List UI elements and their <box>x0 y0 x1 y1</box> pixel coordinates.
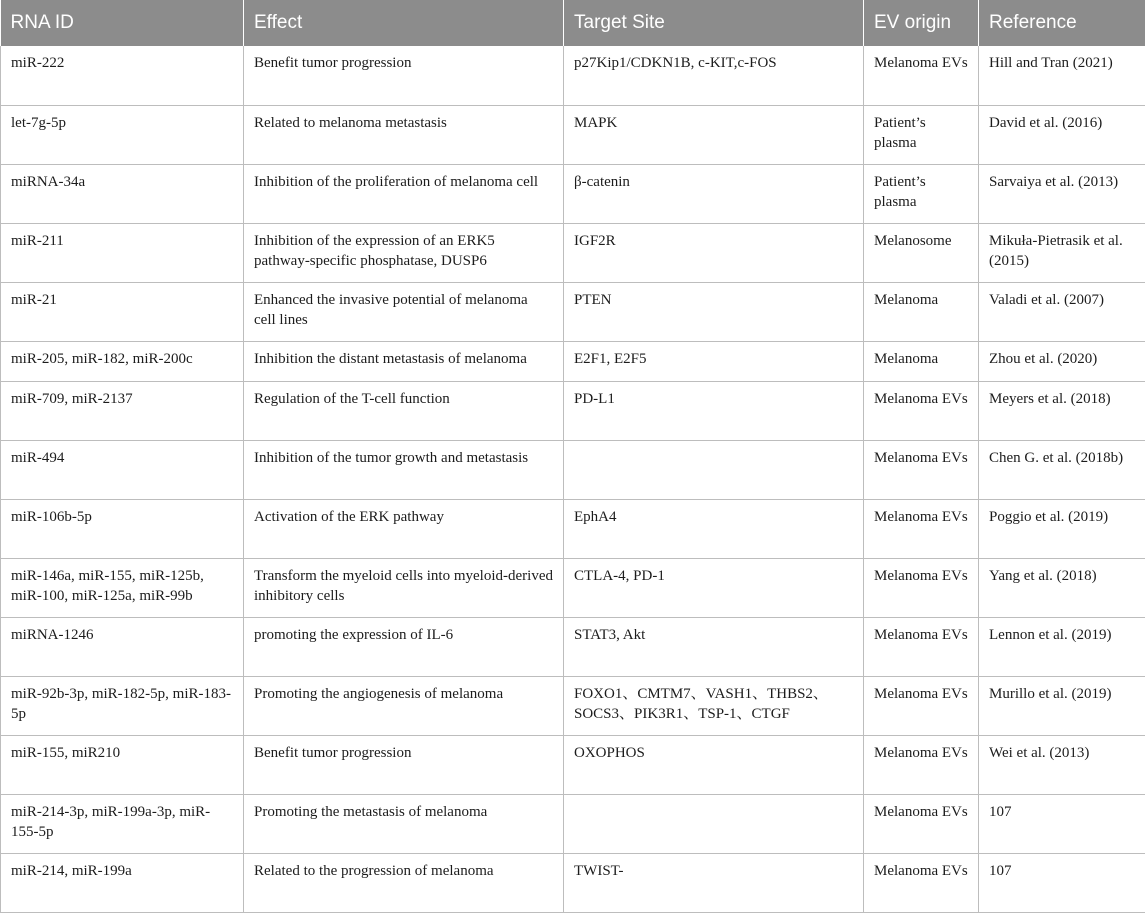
cell-ev-origin: Melanoma EVs <box>864 735 979 794</box>
table-row <box>1 440 1145 499</box>
cell-rna-id: miR-494 <box>1 440 244 499</box>
table-row <box>1 381 1145 440</box>
cell-effect: Related to melanoma metastasis <box>244 105 564 164</box>
table-row <box>1 105 1145 164</box>
cell-rna-id: miRNA-1246 <box>1 617 244 676</box>
cell-effect: Inhibition of the expression of an ERK5 pathway-specific phosphatase, DUSP6 <box>244 223 564 282</box>
cell-reference: Sarvaiya et al. (2013) <box>979 164 1145 223</box>
cell-effect: Benefit tumor progression <box>244 46 564 105</box>
cell-ev-origin: Melanoma EVs <box>864 794 979 853</box>
cell-effect: Benefit tumor progression <box>244 735 564 794</box>
table-row <box>1 558 1145 617</box>
cell-effect: Transform the myeloid cells into myeloid-derived inhibitory cells <box>244 558 564 617</box>
header-rna-id: RNA ID <box>1 0 244 46</box>
cell-ev-origin: Patient’s plasma <box>864 164 979 223</box>
cell-reference: Poggio et al. (2019) <box>979 499 1145 558</box>
cell-target-site: PD-L1 <box>564 381 864 440</box>
cell-effect: Activation of the ERK pathway <box>244 499 564 558</box>
header-row <box>1 0 1145 46</box>
cell-target-site <box>564 794 864 853</box>
cell-rna-id: miR-92b-3p, miR-182-5p, miR-183-5p <box>1 676 244 735</box>
cell-reference: David et al. (2016) <box>979 105 1145 164</box>
header-effect: Effect <box>244 0 564 46</box>
table-row <box>1 341 1145 381</box>
cell-ev-origin: Melanosome <box>864 223 979 282</box>
table-row <box>1 676 1145 735</box>
header-target-site: Target Site <box>564 0 864 46</box>
header-ev-origin: EV origin <box>864 0 979 46</box>
cell-reference: Valadi et al. (2007) <box>979 282 1145 341</box>
cell-target-site: OXOPHOS <box>564 735 864 794</box>
cell-rna-id: miR-155, miR210 <box>1 735 244 794</box>
cell-target-site: MAPK <box>564 105 864 164</box>
cell-target-site: β-catenin <box>564 164 864 223</box>
cell-rna-id: miRNA-34a <box>1 164 244 223</box>
cell-reference: Murillo et al. (2019) <box>979 676 1145 735</box>
cell-ev-origin: Melanoma EVs <box>864 440 979 499</box>
cell-effect: Enhanced the invasive potential of melanoma cell lines <box>244 282 564 341</box>
cell-target-site: EphA4 <box>564 499 864 558</box>
cell-reference: 107 <box>979 794 1145 853</box>
cell-rna-id: miR-211 <box>1 223 244 282</box>
table-row <box>1 164 1145 223</box>
cell-effect: Related to the progression of melanoma <box>244 853 564 912</box>
cell-ev-origin: Melanoma EVs <box>864 676 979 735</box>
cell-target-site: STAT3, Akt <box>564 617 864 676</box>
cell-target-site <box>564 440 864 499</box>
cell-effect: Inhibition of the tumor growth and metastasis <box>244 440 564 499</box>
cell-reference: Meyers et al. (2018) <box>979 381 1145 440</box>
cell-ev-origin: Melanoma EVs <box>864 46 979 105</box>
cell-rna-id: miR-146a, miR-155, miR-125b, miR-100, miR-125a, miR-99b <box>1 558 244 617</box>
table-body <box>1 46 1145 912</box>
cell-target-site: TWIST- <box>564 853 864 912</box>
cell-rna-id: miR-21 <box>1 282 244 341</box>
cell-effect: Inhibition the distant metastasis of melanoma <box>244 341 564 381</box>
cell-reference: Wei et al. (2013) <box>979 735 1145 794</box>
cell-reference: Chen G. et al. (2018b) <box>979 440 1145 499</box>
cell-effect: Regulation of the T-cell function <box>244 381 564 440</box>
cell-target-site: p27Kip1/CDKN1B, c-KIT,c-FOS <box>564 46 864 105</box>
cell-ev-origin: Melanoma <box>864 341 979 381</box>
table-row <box>1 794 1145 853</box>
cell-rna-id: miR-214-3p, miR-199a-3p, miR-155-5p <box>1 794 244 853</box>
cell-ev-origin: Melanoma EVs <box>864 853 979 912</box>
cell-reference: 107 <box>979 853 1145 912</box>
cell-effect: Promoting the metastasis of melanoma <box>244 794 564 853</box>
cell-effect: Promoting the angiogenesis of melanoma <box>244 676 564 735</box>
cell-ev-origin: Melanoma EVs <box>864 381 979 440</box>
cell-rna-id: let-7g-5p <box>1 105 244 164</box>
table-row <box>1 617 1145 676</box>
cell-ev-origin: Patient’s plasma <box>864 105 979 164</box>
table-row <box>1 282 1145 341</box>
cell-target-site: CTLA-4, PD-1 <box>564 558 864 617</box>
cell-ev-origin: Melanoma EVs <box>864 558 979 617</box>
cell-rna-id: miR-709, miR-2137 <box>1 381 244 440</box>
cell-target-site: IGF2R <box>564 223 864 282</box>
cell-reference: Zhou et al. (2020) <box>979 341 1145 381</box>
cell-reference: Yang et al. (2018) <box>979 558 1145 617</box>
cell-ev-origin: Melanoma EVs <box>864 499 979 558</box>
table-row <box>1 499 1145 558</box>
cell-target-site: FOXO1、CMTM7、VASH1、THBS2、SOCS3、PIK3R1、TSP-1、CTGF <box>564 676 864 735</box>
cell-target-site: E2F1, E2F5 <box>564 341 864 381</box>
cell-ev-origin: Melanoma EVs <box>864 617 979 676</box>
cell-rna-id: miR-222 <box>1 46 244 105</box>
table-row <box>1 735 1145 794</box>
cell-ev-origin: Melanoma <box>864 282 979 341</box>
cell-rna-id: miR-106b-5p <box>1 499 244 558</box>
cell-reference: Mikuła-Pietrasik et al. (2015) <box>979 223 1145 282</box>
cell-reference: Lennon et al. (2019) <box>979 617 1145 676</box>
cell-rna-id: miR-205, miR-182, miR-200c <box>1 341 244 381</box>
cell-rna-id: miR-214, miR-199a <box>1 853 244 912</box>
cell-target-site: PTEN <box>564 282 864 341</box>
table-row <box>1 853 1145 912</box>
table-row <box>1 223 1145 282</box>
table-header <box>1 0 1145 46</box>
table-row <box>1 46 1145 105</box>
cell-effect: promoting the expression of IL-6 <box>244 617 564 676</box>
cell-reference: Hill and Tran (2021) <box>979 46 1145 105</box>
cell-effect: Inhibition of the proliferation of melanoma cell <box>244 164 564 223</box>
header-reference: Reference <box>979 0 1145 46</box>
